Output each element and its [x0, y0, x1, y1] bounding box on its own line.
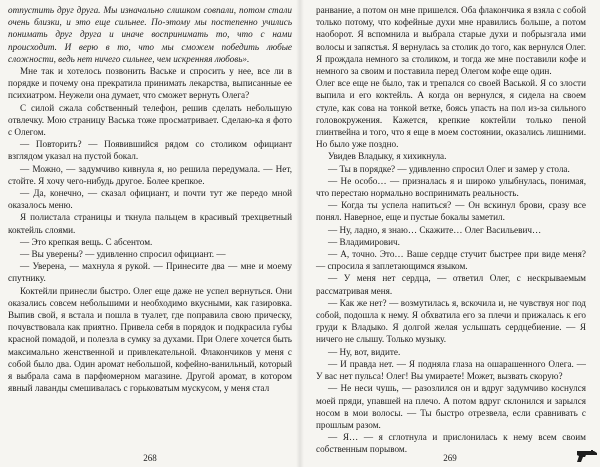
paragraph: — Как же нет? — возмутилась я, вскочила и, не чувствуя ног под собой, подошла к нему. Я обхватила его за плечи и прижалась к его груди к Владыко. Я долгой желая услышать сердцебиение. — Я ничего не слышу. Только музыку. — [316, 297, 586, 345]
paragraph: Мне так и хотелось позвонить Ваське и спросить у нее, все ли в порядке и почему она прекратила принимать лекарства, выписанные ее психиатром. Неужели она думает, что сможет вернуть Олега? — [8, 66, 292, 101]
paragraph: Я полистала страницы и ткнула пальцем в красивый трехцветный коктейль слоями. — [8, 212, 292, 235]
left-page-text — [8, 4, 292, 395]
paragraph: Коктейли принесли быстро. Олег еще даже не успел вернуться. Они оказались совсем небольшими и необходимо вкусными, как газировка. Выпив свой, я встала и пошла в туалет, где поправила свою прическу, почувствовала как приятно. Привела себя в порядок и подкрасила губы красной помадой, и полезла в сумку за духами. При Олеге хочется быть максимально женственной и привлекательной. Флакончиков у меня с собой было два. Один аромат небольшой, кофейно-ванильный, который я выбрала сама в парфюмерном магазине. Другой аромат, в котором явный лаванды смешивалась с горьковатым мускусом, у меня стал — [8, 285, 292, 394]
paragraph: — Вы уверены? — удивленно спросил официант. — — [20, 249, 226, 260]
paragraph: — И правда нет. — Я подняла глаза на ошарашенного Олега. — У вас нет пульса! Олег! Вы умираете! Может, вызвать скорую? — [316, 358, 586, 382]
paragraph: — Владимирович. — [328, 236, 400, 247]
paragraph: С силой сжала собственный телефон, решив сделать небольшую отвлечку. Мою страницу Васька тоже просматривает. Сделаю-ка я фото с Олегом. — [8, 102, 292, 138]
paragraph: Увидев Владыку, я хихикнула. — [328, 151, 447, 162]
right-page-number: 269 — [443, 453, 457, 463]
paragraph: — Уверена, — махнула я рукой. — Принесите два — мне и моему спутнику. — [8, 261, 292, 284]
paragraph: Олег все еще не было, так и трепался со своей Васькой. Я со злости выпила и его коктейль. А когда он вернулся, я сидела на своем стуле, как сова на тонкой ветке, боясь упасть на пол из-за сильного головокружения. Кажется, крепкие коктейли только пеной глинтвейна и того, что я еще в моем состоянии, оказались лишними. Но было уже поздно. — [316, 78, 586, 150]
paragraph: — Не неси чушь, — разозлился он и вдруг задумчиво коснулся моей пряди, упавшей на плечо. А потом вдруг склонился и зарылся носом в мои волосы. — Ты быстро отрезвела, если сравнивать с прошлым разом. — [316, 383, 586, 430]
left-page-number: 268 — [143, 453, 157, 463]
paragraph: — У меня нет сердца, — ответил Олег, с нескрываемым рассматривая меня. — [316, 273, 586, 296]
right-page-text — [316, 4, 586, 456]
paragraph: — Я… — я сглотнула и прислонилась к нему всем своим собственным порывом. — [316, 432, 586, 455]
paragraph: — Ты в порядке? — удивленно спросил Олег и замер у стола. — [328, 163, 570, 174]
paragraph: — Ну, вот, видите. — [328, 346, 401, 357]
right-page — [300, 0, 600, 467]
paragraph: — Когда ты успела напиться? — Он вскинул брови, сразу все понял. Наверное, еще и пустые бокалы заметил. — [316, 200, 586, 223]
paragraph: — А, точно. Это… Ваше сердце стучит быстрее при виде меня? — спросила я заплетающимся языком. — [316, 249, 586, 272]
paragraph: ранвание, а потом он мне пришелся. Оба флакончика я взяла с собой только потому, что кофейные духи мне нравились больше, а потом наоборот. Я вспомнила и выбрала старые духи и побрызгала ими волосы и запястья. Я вернулась за столик до того, как вернулся Олег. Я прождала немного за столиком, и тогда же мне поставили кофе и немного за своим и поставила перед Олегом кофе еще один. — [316, 5, 586, 77]
paragraph: отпустить друг друга. Мы изначально слишком совпали, потом стали очень близки, и это еще сильнее. По-этому мы постепенно учились понимать друг друга и иначе воспринимать то, что с нами происходит. И верю в то, что мы сможем победить любые сложности, ведь нет ничего сильнее, чем искренняя любовь». — [8, 5, 292, 64]
paragraph: — Это крепкая вещь. С абсентом. — [20, 236, 153, 247]
paragraph: — Ну, ладно, я знаю… Скажите… Олег Васильевич… — [328, 224, 542, 235]
paragraph: — Повторить? — Появившийся рядом со столиком официант взглядом указал на пустой бокал. — [8, 139, 292, 162]
paragraph: — Можно, — задумчиво кивнула я, но решила передумала. — Нет, стойте. Я хочу чего-нибудь другое. Более крепкое. — [8, 163, 292, 186]
pistol-icon — [576, 449, 598, 463]
paragraph: — Да, конечно, — сказал официант, и почти тут же передо мной оказалось меню. — [8, 188, 292, 211]
paragraph: — Не особо… — призналась я и широко улыбнулась, понимая, что перестаю нормально воспринимать реальность. — [316, 175, 586, 199]
